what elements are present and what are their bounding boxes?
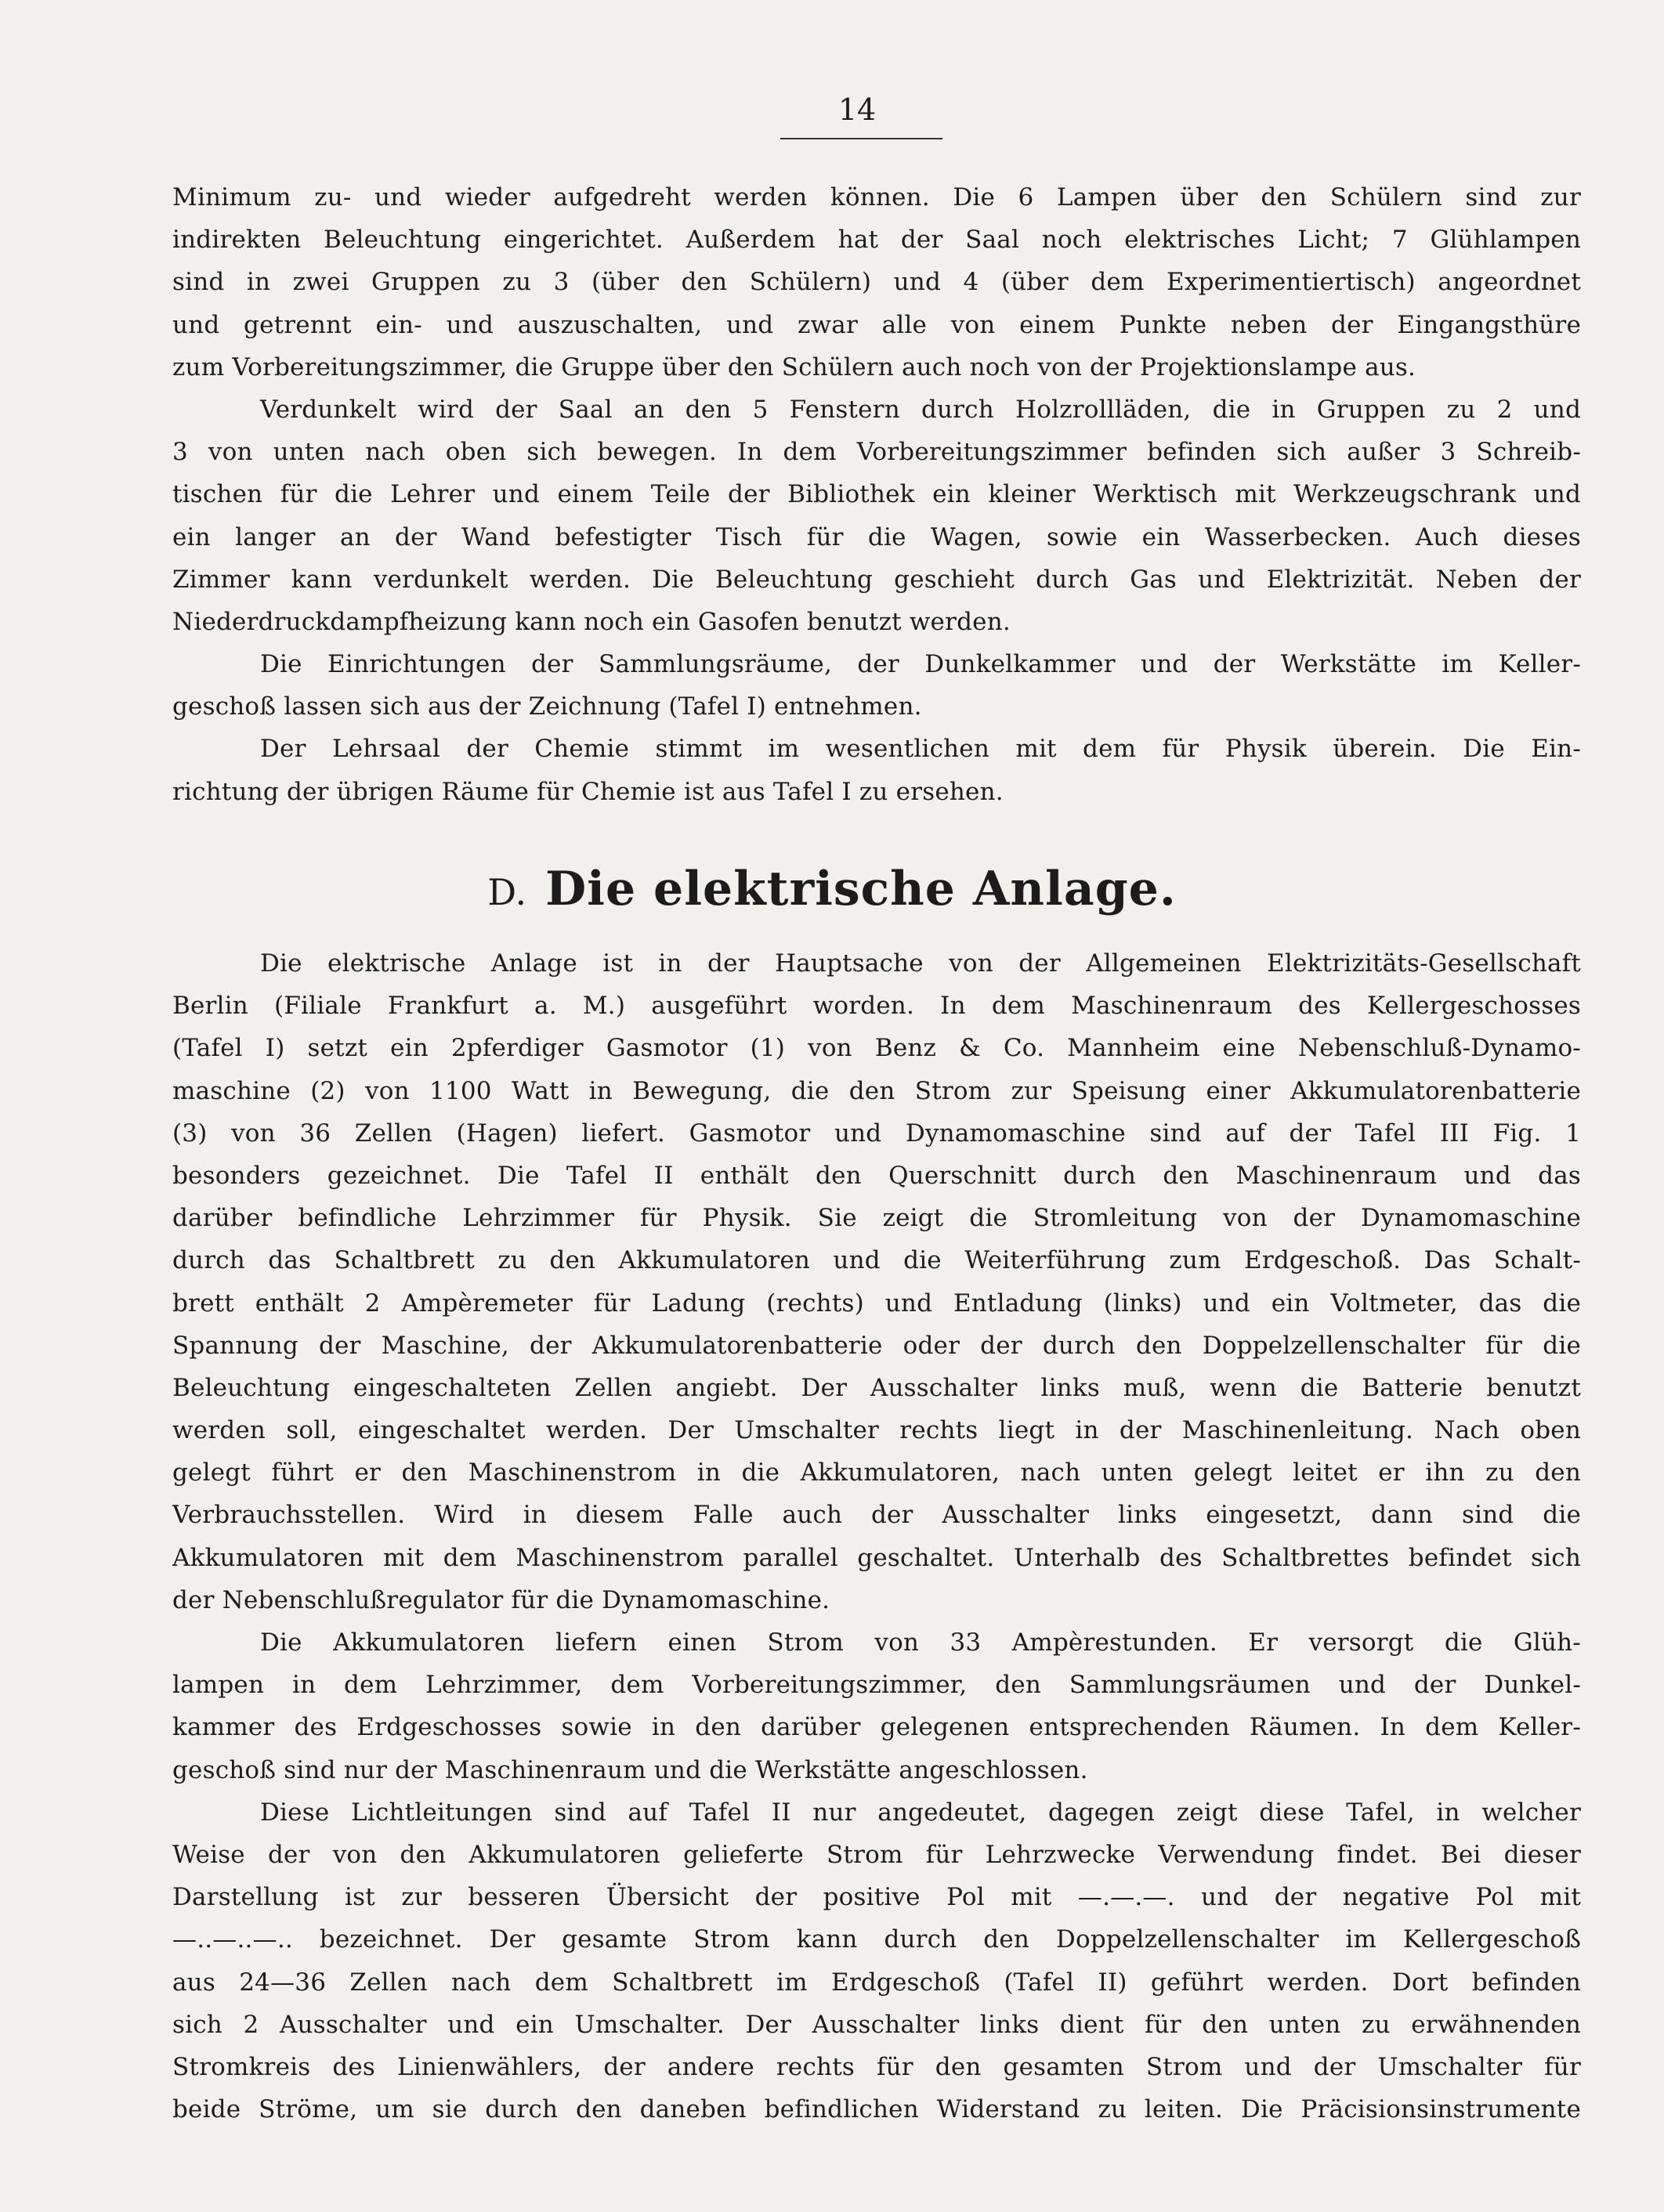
text-line: Minimum zu- und wieder aufgedreht werden können. Die 6 Lampen über den Schülern sind zur	[172, 183, 1581, 211]
text-line: Darstellung ist zur besseren Übersicht der positive Pol mit —.—.—. und der negative Pol mit	[172, 1883, 1581, 1912]
paragraph	[172, 942, 1581, 1621]
text-line: geschoß lassen sich aus der Zeichnung (Tafel I) entnehmen.	[172, 692, 922, 721]
text-line: gelegt führt er den Maschinenstrom in die Akkumulatoren, nach unten gelegt leitet er ihn zu den	[172, 1458, 1581, 1487]
text-line: Die Einrichtungen der Sammlungsräume, der Dunkelkammer und der Werkstätte im Keller-	[260, 650, 1581, 679]
paragraph	[172, 389, 1581, 643]
text-line: kammer des Erdgeschosses sowie in den darüber gelegenen entsprechenden Räumen. In dem Keller-	[172, 1713, 1581, 1742]
text-line: Die Akkumulatoren liefern einen Strom von 33 Ampèrestunden. Er versorgt die Glüh-	[260, 1628, 1581, 1657]
text-line: Spannung der Maschine, der Akkumulatorenbatterie oder der durch den Doppelzellenschalter für die	[172, 1331, 1581, 1360]
text-line: geschoß sind nur der Maschinenraum und die Werkstätte angeschlossen.	[172, 1755, 1088, 1784]
text-line: aus 24—36 Zellen nach dem Schaltbrett im Erdgeschoß (Tafel II) geführt werden. Dort befinden	[172, 1968, 1581, 1997]
text-line: lampen in dem Lehrzimmer, dem Vorbereitungszimmer, den Sammlungsräumen und der Dunkel-	[172, 1671, 1581, 1700]
header-rule	[780, 138, 942, 139]
text-line: werden soll, eingeschaltet werden. Der Umschalter rechts liegt in der Maschinenleitung. Nach oben	[172, 1416, 1581, 1445]
text-line: beide Ströme, um sie durch den daneben befindlichen Widerstand zu leiten. Die Präcisionsinstrumente	[172, 2095, 1581, 2124]
text-line: durch das Schaltbrett zu den Akkumulatoren und die Weiterführung zum Erdgeschoß. Das Schalt-	[172, 1246, 1581, 1275]
text-line: Beleuchtung eingeschalteten Zellen angiebt. Der Ausschalter links muß, wenn die Batterie benutzt	[172, 1373, 1581, 1402]
section-heading	[0, 862, 1664, 916]
text-line: maschine (2) von 1100 Watt in Bewegung, die den Strom zur Speisung einer Akkumulatorenbatterie	[172, 1076, 1581, 1105]
text-line: zum Vorbereitungszimmer, die Gruppe über den Schülern auch noch von der Projektionslampe aus.	[172, 352, 1416, 381]
text-line: der Nebenschlußregulator für die Dynamomaschine.	[172, 1585, 830, 1614]
text-line: Weise der von den Akkumulatoren gelieferte Strom für Lehrzwecke Verwendung findet. Bei dieser	[172, 1840, 1581, 1869]
text-line: richtung der übrigen Räume für Chemie ist aus Tafel I zu ersehen.	[172, 777, 1004, 806]
text-line: indirekten Beleuchtung eingerichtet. Außerdem hat der Saal noch elektrisches Licht; 7 Glühlampen	[172, 226, 1581, 255]
paragraph	[172, 176, 1581, 389]
text-block-lower	[172, 942, 1581, 2131]
text-line: Die elektrische Anlage ist in der Hauptsache von der Allgemeinen Elektrizitäts-Gesellschaft	[260, 949, 1581, 978]
paragraph	[172, 1791, 1581, 2131]
text-line: Berlin (Filiale Frankfurt a. M.) ausgeführt worden. In dem Maschinenraum des Kellergeschosses	[172, 992, 1581, 1021]
text-line: Zimmer kann verdunkelt werden. Die Beleuchtung geschieht durch Gas und Elektrizität. Neben der	[172, 565, 1581, 594]
text-line: Stromkreis des Linienwählers, der andere rechts für den gesamten Strom und der Umschalter für	[172, 2052, 1581, 2081]
text-line: Verdunkelt wird der Saal an den 5 Fenstern durch Holzrollläden, die in Gruppen zu 2 und	[260, 395, 1581, 424]
text-line: sich 2 Ausschalter und ein Umschalter. Der Ausschalter links dient für den unten zu erwähnenden	[172, 2010, 1581, 2039]
page-number: 14	[837, 92, 877, 127]
text-line: tischen für die Lehrer und einem Teile der Bibliothek ein kleiner Werktisch mit Werkzeugschrank und	[172, 480, 1581, 509]
text-line: (3) von 36 Zellen (Hagen) liefert. Gasmotor und Dynamomaschine sind auf der Tafel III Fig. 1	[172, 1119, 1581, 1148]
section-title: Die elektrische Anlage.	[545, 862, 1177, 916]
text-line: 3 von unten nach oben sich bewegen. In dem Vorbereitungszimmer befinden sich außer 3 Schreib-	[172, 438, 1581, 467]
text-line: Diese Lichtleitungen sind auf Tafel II nur angedeutet, dagegen zeigt diese Tafel, in welcher	[260, 1798, 1581, 1827]
text-line: ein langer an der Wand befestigter Tisch für die Wagen, sowie ein Wasserbecken. Auch dieses	[172, 522, 1581, 551]
paragraph	[172, 643, 1581, 728]
text-line: darüber befindliche Lehrzimmer für Physik. Sie zeigt die Stromleitung von der Dynamomaschine	[172, 1204, 1581, 1233]
text-line: brett enthält 2 Ampèremeter für Ladung (rechts) und Entladung (links) und ein Voltmeter, das die	[172, 1289, 1581, 1317]
paragraph	[172, 1621, 1581, 1791]
section-letter: D.	[487, 871, 527, 913]
text-line: besonders gezeichnet. Die Tafel II enthält den Querschnitt durch den Maschinenraum und das	[172, 1161, 1581, 1190]
paragraph	[172, 728, 1581, 812]
text-line: Verbrauchsstellen. Wird in diesem Falle auch der Ausschalter links eingesetzt, dann sind die	[172, 1501, 1581, 1530]
text-line: Akkumulatoren mit dem Maschinenstrom parallel geschaltet. Unterhalb des Schaltbrettes befindet sich	[172, 1543, 1581, 1572]
text-line: (Tafel I) setzt ein 2pferdiger Gasmotor (1) von Benz & Co. Mannheim eine Nebenschluß-Dynamo-	[172, 1034, 1581, 1063]
text-line: Niederdruckdampfheizung kann noch ein Gasofen benutzt werden.	[172, 607, 1011, 636]
text-block-upper	[172, 176, 1581, 813]
text-line: und getrennt ein- und auszuschalten, und zwar alle von einem Punkte neben der Eingangsthüre	[172, 310, 1581, 339]
text-line: —..—..—.. bezeichnet. Der gesamte Strom kann durch den Doppelzellenschalter im Kellergeschoß	[172, 1925, 1581, 1954]
text-line: Der Lehrsaal der Chemie stimmt im wesentlichen mit dem für Physik überein. Die Ein-	[260, 735, 1581, 764]
text-line: sind in zwei Gruppen zu 3 (über den Schülern) und 4 (über dem Experimentiertisch) angeordnet	[172, 268, 1581, 297]
